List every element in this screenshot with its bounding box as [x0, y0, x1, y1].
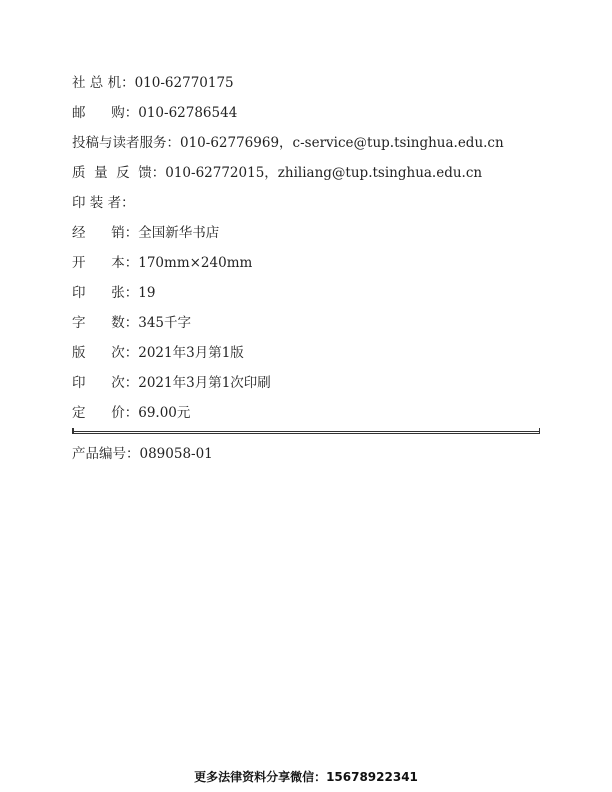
row-value: 010-62770175 — [134, 75, 234, 91]
row-label: 邮 购： — [72, 105, 139, 121]
row-label: 投稿与读者服务： — [72, 135, 180, 151]
row-value: 010-62776969，c-service@tup.tsinghua.edu.cn — [180, 135, 504, 151]
quality-feedback-row — [72, 162, 542, 192]
product-code: 产品编号：089058-01 — [72, 446, 213, 462]
row-label: 开 本： — [72, 255, 139, 271]
row-value: 170mm×240mm — [138, 255, 253, 271]
row-label: 印 装 者： — [72, 195, 135, 211]
row-label: 经 销： — [72, 225, 139, 241]
row-value: 2021年3月第1版 — [138, 345, 244, 361]
row-value: 010-62786544 — [138, 105, 238, 121]
publisher-switchboard-row — [72, 72, 542, 102]
row-value: 19 — [138, 285, 156, 301]
edition-row — [72, 342, 542, 372]
printer-row — [72, 192, 542, 222]
row-label: 社 总 机： — [72, 75, 135, 91]
row-label: 字 数： — [72, 315, 139, 331]
row-value: 全国新华书店 — [138, 225, 220, 241]
row-label: 印 张： — [72, 285, 139, 301]
reader-service-row — [72, 132, 542, 162]
double-rule-divider — [72, 431, 540, 434]
row-label: 版 次： — [72, 345, 139, 361]
mail-order-row — [72, 102, 542, 132]
row-label: 定 价： — [72, 405, 139, 421]
word-count-row — [72, 312, 542, 342]
row-value: 2021年3月第1次印刷 — [138, 375, 271, 391]
row-value: 69.00元 — [138, 405, 191, 421]
footer-wechat-note: 更多法律资料分享微信：15678922341 — [194, 770, 418, 784]
row-value: 345千字 — [138, 315, 192, 331]
distributor-row — [72, 222, 542, 252]
printing-row — [72, 372, 542, 402]
row-value: 010-62772015，zhiliang@tup.tsinghua.edu.cn — [165, 165, 483, 181]
colophon-info-list — [72, 72, 542, 432]
row-label: 印 次： — [72, 375, 139, 391]
format-row — [72, 252, 542, 282]
row-label: 质 量 反 馈： — [72, 165, 166, 181]
printed-sheets-row — [72, 282, 542, 312]
price-row — [72, 402, 542, 432]
